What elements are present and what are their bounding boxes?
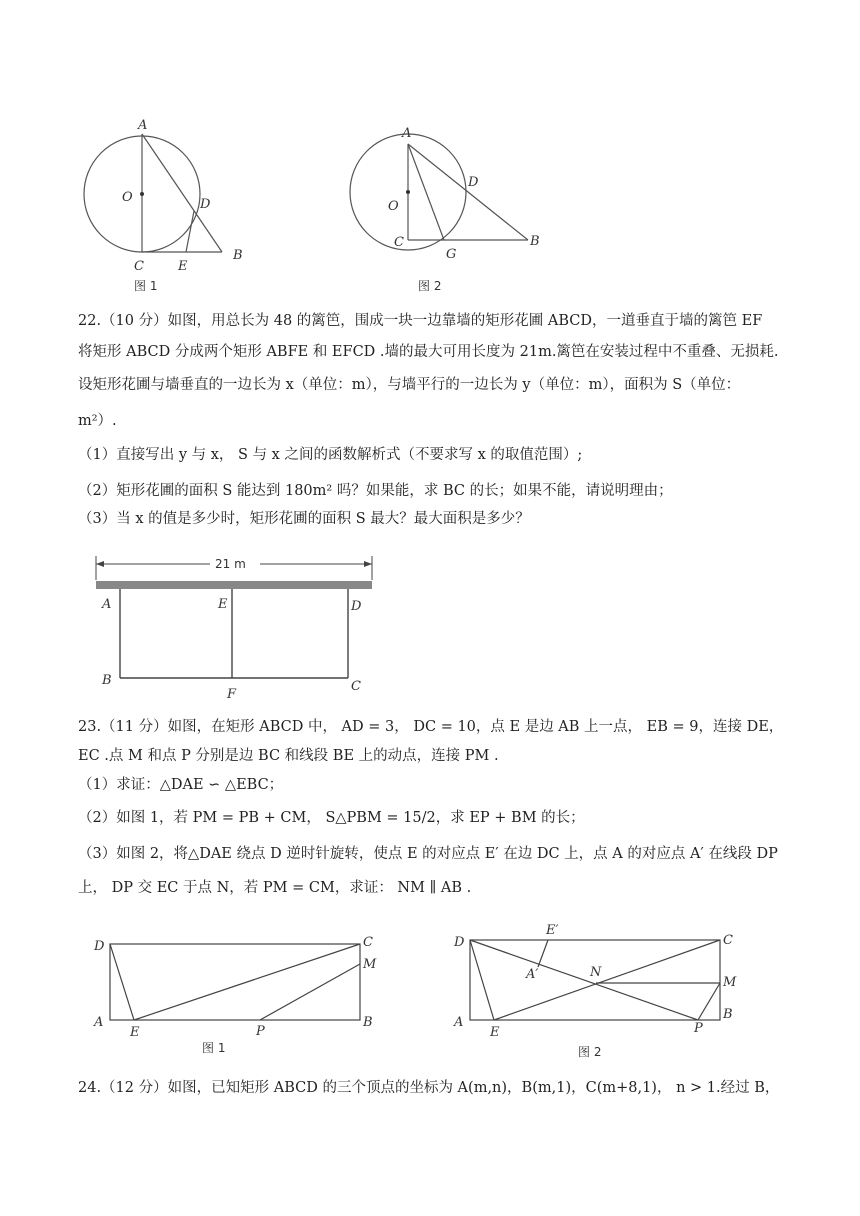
q23-line-5: （3）如图 2，将△DAE 绕点 D 逆时针旋转，使点 E 的对应点 E′ 在边 DC 上，点 A 的对应点 A′ 在线段 DP [78,846,778,862]
label-D: D [454,935,465,950]
q22-line-3: 设矩形花圃与墙垂直的一边长为 x（单位：m），与墙平行的一边长为 y（单位：m），面积为 S（单位： [78,377,741,393]
q22-figure [80,550,380,705]
label-C: C [394,235,404,250]
figure-caption: 图 2 [578,1045,602,1059]
q23-figure-1 [88,928,388,1063]
q23-line-6: 上， DP 交 EC 于点 N，若 PM = CM，求证： NM ∥ AB . [78,880,472,896]
q23-figure-2 [450,918,750,1063]
label-B: B [363,1015,373,1030]
q22-line-2: 将矩形 ABCD 分成两个矩形 ABFE 和 EFCD .墙的最大可用长度为 21m.篱笆在安装过程中不重叠、无损耗. [78,344,779,360]
q23-line-1: 23.（11 分）如图，在矩形 ABCD 中， AD = 3， DC = 10，点 E 是边 AB 上一点， EB = 9，连接 DE， [78,719,784,735]
label-B: B [233,248,243,263]
label-A: A [102,597,112,612]
label-A: A [138,118,148,133]
label-E: E [218,597,228,612]
q23-line-3: （1）求证：△DAE ∽ △EBC； [78,777,284,793]
q22-line-5: （1）直接写出 y 与 x， S 与 x 之间的函数解析式（不要求写 x 的取值范围）; [78,447,583,463]
label-E-prime: E′ [546,923,559,938]
label-C: C [134,259,144,274]
label-B: B [530,234,540,249]
label-E: E [178,259,188,274]
q21-figure-2 [340,112,560,297]
q22-line-4: m²）. [78,413,117,429]
label-A: A [402,126,412,141]
figure-caption: 图 1 [134,279,158,293]
label-C: C [363,935,373,950]
label-C: C [351,679,361,694]
q24-line-1: 24.（12 分）如图，已知矩形 ABCD 的三个顶点的坐标为 A(m,n)，B(m,1)，C(m+8,1)， n > 1.经过 B， [78,1080,780,1096]
q22-line-7: （3）当 x 的值是多少时，矩形花圃的面积 S 最大？最大面积是多少？ [78,511,530,527]
q21-figure-1 [70,112,260,297]
label-D: D [351,599,362,614]
label-G: G [446,247,457,262]
label-M: M [363,957,377,972]
label-C: C [723,933,733,948]
label-O: O [388,199,399,214]
wall-label: 21 m [215,557,246,571]
q23-line-2: EC .点 M 和点 P 分别是边 BC 和线段 BE 上的动点，连接 PM . [78,748,499,764]
label-P: P [256,1024,265,1039]
label-P: P [694,1021,703,1036]
label-A: A [454,1015,464,1030]
label-B: B [723,1007,733,1022]
label-F: F [227,687,237,702]
label-O: O [122,190,133,205]
label-N: N [590,965,602,980]
label-E: E [130,1025,140,1040]
label-D: D [200,197,211,212]
figure-caption: 图 2 [418,279,442,293]
figure-caption: 图 1 [202,1041,226,1055]
q22-line-1: 22.（10 分）如图，用总长为 48 的篱笆，围成一块一边靠墙的矩形花圃 ABCD，一道垂直于墙的篱笆 EF [78,313,763,329]
q23-line-4: （2）如图 1，若 PM = PB + CM， S△PBM = 15/2，求 EP + BM 的长； [78,810,585,826]
label-A-prime: A′ [526,967,539,982]
label-B: B [102,673,112,688]
label-D: D [468,175,479,190]
label-D: D [94,939,105,954]
q22-line-6: （2）矩形花圃的面积 S 能达到 180m² 吗？如果能，求 BC 的长；如果不能，请说明理由； [78,483,673,499]
label-A: A [94,1015,104,1030]
label-E: E [490,1025,500,1040]
label-M: M [723,975,737,990]
